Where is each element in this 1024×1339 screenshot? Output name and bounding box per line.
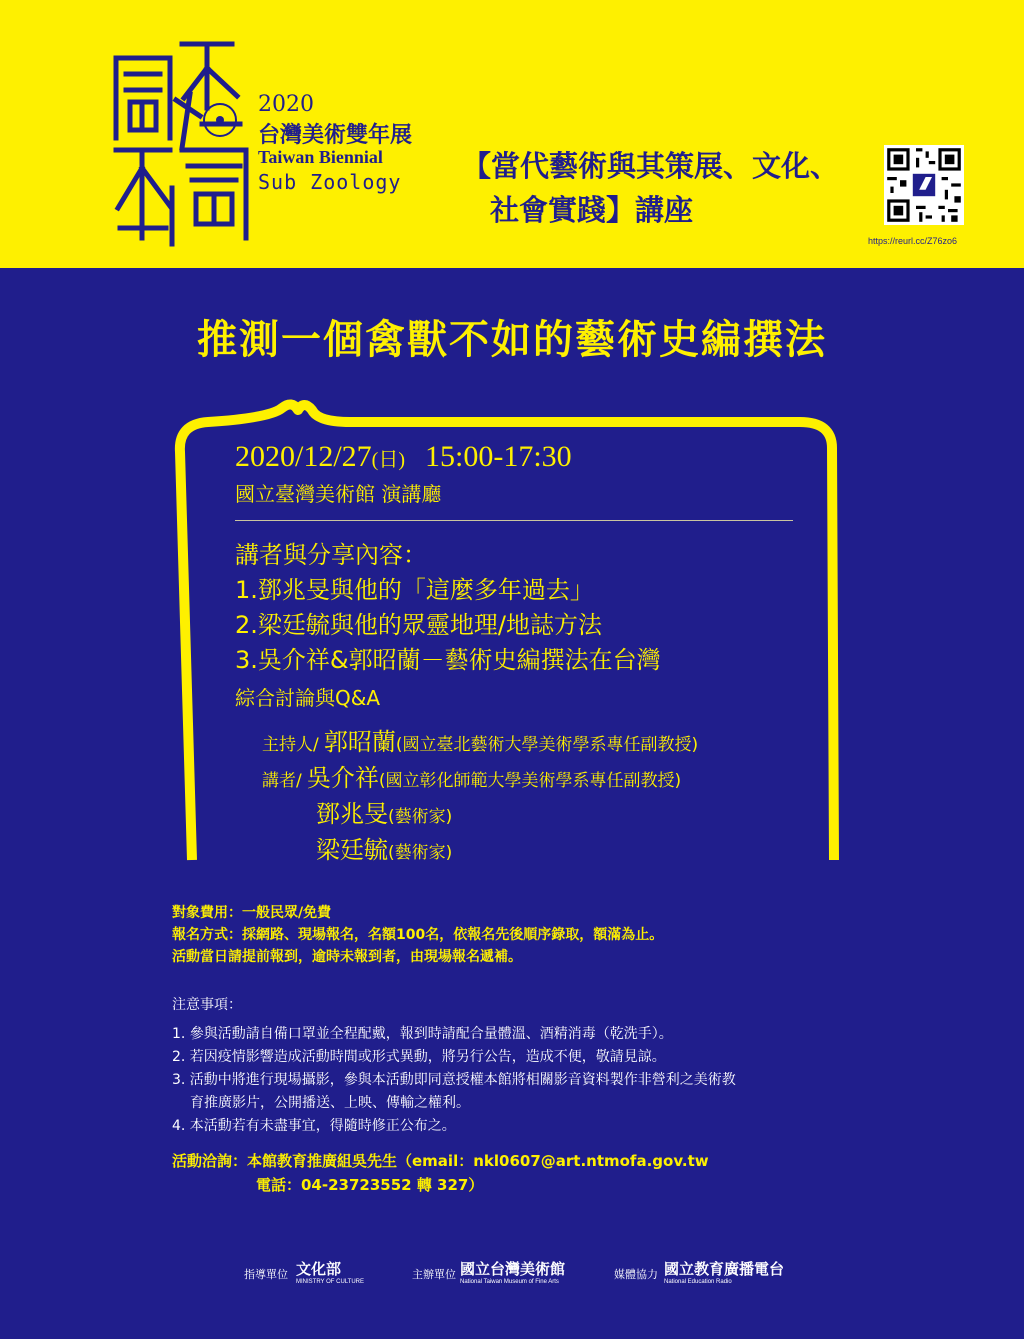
divider bbox=[235, 520, 793, 521]
note-item-3-cont: 育推廣影片，公開播送、上映、傳輸之權利。 bbox=[190, 1095, 470, 1111]
talks-list bbox=[235, 538, 661, 678]
event-venue: 國立臺灣美術館 演講廳 bbox=[235, 482, 442, 506]
note-item-1: 1. 參與活動請自備口罩並全程配戴，報到時請配合量體溫、酒精消毒（乾洗手）。 bbox=[172, 1026, 673, 1042]
speaker-name: 吳介祥 bbox=[306, 764, 379, 792]
biennial-logo-icon bbox=[112, 38, 252, 250]
host-name: 郭昭蘭 bbox=[323, 728, 396, 756]
series-title bbox=[462, 144, 872, 232]
logo-title-zh: 台灣美術雙年展 bbox=[258, 123, 413, 148]
info-fee: 對象費用：一般民眾/免費 bbox=[172, 905, 332, 921]
sponsor-label-2: 主辦單位 bbox=[412, 1268, 456, 1281]
education-radio-logo bbox=[664, 1258, 784, 1285]
host-role: 主持人/ bbox=[262, 735, 319, 755]
logo2-text: 國立台灣美術館 bbox=[460, 1260, 566, 1278]
qr-url[interactable]: https://reurl.cc/Z76zo6 bbox=[868, 236, 958, 246]
logo-title-en: Taiwan Biennial bbox=[258, 147, 383, 167]
speaker-affiliation: (國立彰化師範大學美術學系專任副教授) bbox=[378, 771, 682, 791]
info-registration: 報名方式：採網路、現場報名，名額100名，依報名先後順序錄取，額滿為止。 bbox=[172, 927, 664, 943]
talk-item-3: 3.吳介祥&郭昭蘭－藝術史編撰法在台灣 bbox=[235, 646, 661, 674]
lecture-title: 推測一個禽獸不如的藝術史編撰法 bbox=[197, 317, 827, 363]
footer-sponsors bbox=[0, 1258, 1024, 1288]
talks-heading: 講者與分享內容： bbox=[235, 541, 427, 569]
event-datetime bbox=[235, 440, 815, 474]
speaker-affiliation: (藝術家) bbox=[388, 807, 453, 827]
qa-line: 綜合討論與Q&A bbox=[235, 686, 381, 710]
speaker-affiliation: (藝術家) bbox=[388, 843, 453, 863]
event-datetime-block bbox=[235, 440, 815, 507]
sponsor-label-3: 媒體協力 bbox=[614, 1268, 658, 1281]
speaker-line-1 bbox=[262, 758, 681, 793]
event-date: 2020/12/27 bbox=[235, 440, 372, 473]
series-title-line1: 【當代藝術與其策展、文化、 bbox=[462, 149, 840, 183]
speaker-role: 講者/ bbox=[262, 771, 302, 791]
event-dow: (日) bbox=[371, 449, 405, 471]
sponsor-label-1: 指導單位 bbox=[244, 1268, 288, 1281]
qr-code-icon[interactable] bbox=[884, 145, 964, 225]
note-item-3: 3. 活動中將進行現場攝影，參與本活動即同意授權本館將相關影音資料製作非營利之美術教 bbox=[172, 1072, 736, 1088]
talk-item-1: 1.鄧兆旻與他的「這麼多年過去」 bbox=[235, 576, 594, 604]
speaker-line-2 bbox=[316, 794, 452, 829]
header-band bbox=[0, 0, 1024, 268]
note-item-4: 4. 本活動若有未盡事宜，得隨時修正公布之。 bbox=[172, 1118, 456, 1134]
speaker-name: 鄧兆旻 bbox=[316, 800, 388, 828]
info-checkin: 活動當日請提前報到，逾時未報到者，由現場報名遞補。 bbox=[172, 949, 522, 965]
logo1-sub: MINISTRY OF CULTURE bbox=[296, 1279, 365, 1285]
contact-line-2: 電話：04-23723552 轉 327） bbox=[256, 1176, 484, 1194]
logo-subtitle: Sub Zoology bbox=[258, 170, 402, 194]
host-line bbox=[262, 722, 698, 757]
ntmofa-logo bbox=[460, 1258, 565, 1285]
event-time: 15:00-17:30 bbox=[425, 440, 572, 473]
logo-year: 2020 bbox=[258, 92, 314, 117]
speaker-name: 梁廷毓 bbox=[316, 836, 388, 864]
host-affiliation: (國立臺北藝術大學美術學系專任副教授) bbox=[395, 735, 699, 755]
logo2-sub: National Taiwan Museum of Fine Arts bbox=[460, 1279, 559, 1285]
talk-item-2: 2.梁廷毓與他的眾靈地理/地誌方法 bbox=[235, 611, 602, 639]
ministry-of-culture-logo bbox=[296, 1258, 364, 1285]
contact-line-1[interactable]: 活動洽詢：本館教育推廣組吳先生（email：nkl0607@art.ntmofa.gov.tw bbox=[172, 1152, 709, 1170]
speaker-line-3 bbox=[316, 830, 452, 865]
logo3-sub: National Education Radio bbox=[664, 1279, 732, 1285]
notes-section bbox=[172, 994, 736, 1138]
notes-heading: 注意事項： bbox=[172, 997, 242, 1013]
note-item-2: 2. 若因疫情影響造成活動時間或形式異動，將另行公告，造成不便，敬請見諒。 bbox=[172, 1049, 666, 1065]
logo3-text: 國立教育廣播電台 bbox=[664, 1260, 785, 1278]
series-title-line2: 社會實踐】講座 bbox=[490, 193, 694, 227]
logo1-text: 文化部 bbox=[296, 1260, 342, 1278]
